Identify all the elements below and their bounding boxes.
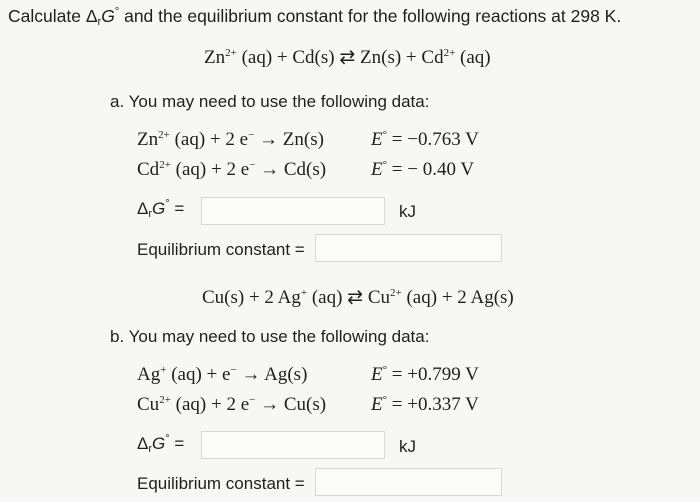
- part-a-delta-g-label: $\Delta_rG^\circ$ =: [137, 198, 185, 220]
- part-a-delta-g-unit: kJ: [399, 202, 416, 221]
- part-b-k-input[interactable]: [315, 468, 502, 496]
- part-a-label: a. You may need to use the following data:: [110, 92, 430, 111]
- part-a-potential-2: E° = − 0.40 V: [371, 159, 475, 180]
- part-b-potential-1: E° = +0.799 V: [371, 364, 479, 385]
- part-b-delta-g-input[interactable]: [201, 431, 385, 459]
- question-text: Calculate $\Delta_rG^\circ$ and the equilibrium constant for the following reactions at 298 K.: [8, 6, 622, 28]
- reaction-1-equation: $Zn^{2+}$ (aq) + Cd(s) ⇄ $Zn(s) + Cd^{2+}$ (aq): [204, 47, 491, 68]
- part-a-half-reaction-1: $Zn^{2+}$ (aq) + 2 e− → Zn(s): [137, 129, 324, 150]
- part-a-k-input[interactable]: [315, 234, 502, 262]
- part-b-k-label: Equilibrium constant =: [137, 474, 305, 493]
- part-b-label: b. You may need to use the following data:: [110, 327, 430, 346]
- reaction-2-equation: Cu(s) + 2 Ag+ (aq) ⇄ $Cu^{2+}$ (aq) + 2 Ag(s): [202, 287, 514, 308]
- part-a-potential-1: E° = −0.763 V: [371, 129, 479, 150]
- part-a-k-label: Equilibrium constant =: [137, 240, 305, 259]
- part-b-delta-g-unit: kJ: [399, 437, 416, 456]
- part-b-delta-g-label: $\Delta_rG^\circ$ =: [137, 433, 185, 455]
- part-b-half-reaction-2: $Cu^{2+}$ (aq) + 2 e− → Cu(s): [137, 394, 327, 415]
- part-a-delta-g-input[interactable]: [201, 197, 385, 225]
- part-b-half-reaction-1: Ag+ (aq) + e− → Ag(s): [137, 364, 308, 385]
- part-b-potential-2: E° = +0.337 V: [371, 394, 479, 415]
- part-a-half-reaction-2: $Cd^{2+}$ (aq) + 2 e− → Cd(s): [137, 159, 327, 180]
